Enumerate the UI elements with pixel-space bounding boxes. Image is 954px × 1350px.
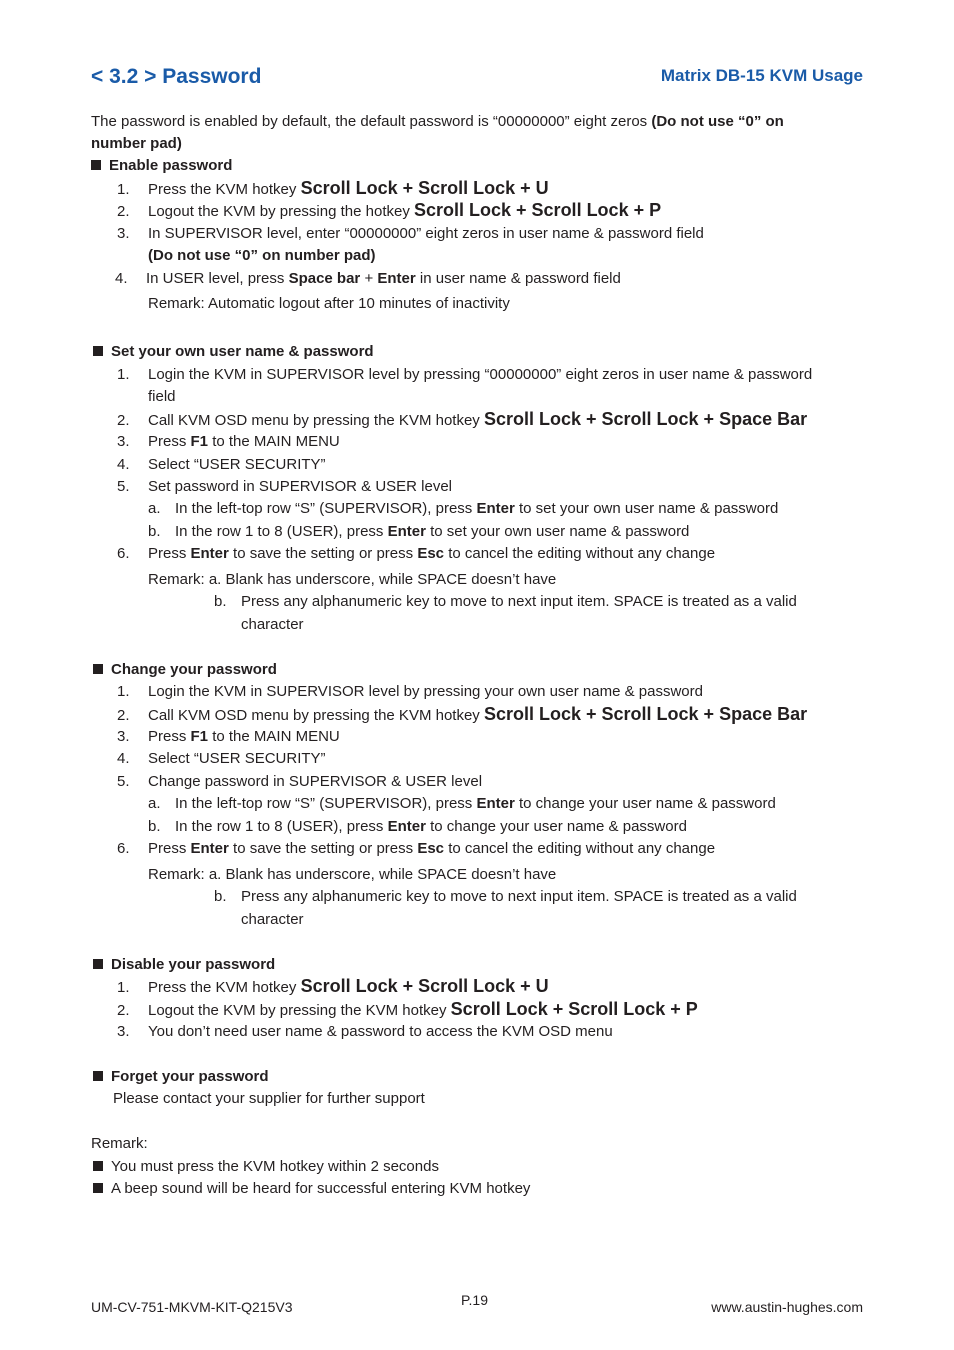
change-step-4: 4. Select “USER SECURITY” <box>117 750 326 767</box>
bullet-square-icon <box>93 1071 103 1081</box>
setown-step-5b: b. In the row 1 to 8 (USER), press Enter to set your own user name & password <box>148 523 690 540</box>
change-step-5: 5. Change password in SUPERVISOR & USER level <box>117 773 483 790</box>
hotkey: Scroll Lock + Scroll Lock + U <box>300 178 549 198</box>
setown-remark-b: b. Press any alphanumeric key to move to next input item. SPACE is treated as a valid <box>214 593 797 610</box>
remark-label: Remark: <box>91 1135 148 1152</box>
bullet-square-icon <box>91 160 101 170</box>
change-step-5a: a. In the left-top row “S” (SUPERVISOR), press Enter to change your user name & password <box>148 795 776 812</box>
enable-step-3: 3. In SUPERVISOR level, enter “00000000” eight zeros in user name & password field <box>117 225 704 242</box>
remark-bullet-2: A beep sound will be heard for successful entering KVM hotkey <box>93 1179 530 1199</box>
setown-step-5a: a. In the left-top row “S” (SUPERVISOR), press Enter to set your own user name & password <box>148 500 779 517</box>
disable-step-3: 3. You don’t need user name & password to access the KVM OSD menu <box>117 1023 613 1040</box>
footer-page-number: P.19 <box>461 1292 488 1308</box>
footer-doc-id: UM-CV-751-MKVM-KIT-Q215V3 <box>91 1299 293 1315</box>
change-step-5b: b. In the row 1 to 8 (USER), press Enter to change your user name & password <box>148 818 687 835</box>
footer-website: www.austin-hughes.com <box>711 1299 863 1315</box>
bullet-square-icon <box>93 1183 103 1193</box>
disable-step-1: 1. Press the KVM hotkey Scroll Lock + Scroll Lock + U <box>117 976 549 996</box>
hotkey: Scroll Lock + Scroll Lock + P <box>414 200 662 220</box>
enable-step-3-note: (Do not use “0” on number pad) <box>148 247 376 264</box>
hotkey: Scroll Lock + Scroll Lock + P <box>450 999 698 1019</box>
enable-step-4: 4. In USER level, press Space bar + Enter in user name & password field <box>115 270 621 287</box>
hotkey: Scroll Lock + Scroll Lock + Space Bar <box>483 704 808 724</box>
change-heading: Change your password <box>93 660 277 680</box>
setown-heading: Set your own user name & password <box>93 342 374 362</box>
change-remark-a: Remark: a. Blank has underscore, while SPACE doesn’t have <box>148 866 557 883</box>
setown-remark-b-cont: character <box>241 616 304 633</box>
hotkey: Scroll Lock + Scroll Lock + Space Bar <box>483 409 808 429</box>
setown-step-2: 2. Call KVM OSD menu by pressing the KVM hotkey Scroll Lock + Scroll Lock + Space Bar <box>117 409 808 429</box>
setown-step-1-cont: field <box>148 388 176 405</box>
intro-line-1: The password is enabled by default, the default password is “00000000” eight zeros (Do not use “0” on <box>91 113 784 130</box>
page-title: < 3.2 > Password <box>91 65 262 88</box>
change-step-2: 2. Call KVM OSD menu by pressing the KVM hotkey Scroll Lock + Scroll Lock + Space Bar <box>117 704 808 724</box>
setown-step-5: 5. Set password in SUPERVISOR & USER level <box>117 478 453 495</box>
hotkey: Scroll Lock + Scroll Lock + U <box>300 976 549 996</box>
change-step-6: 6. Press Enter to save the setting or press Esc to cancel the editing without any change <box>117 840 716 857</box>
enable-step-1: 1. Press the KVM hotkey Scroll Lock + Scroll Lock + U <box>117 178 549 198</box>
change-step-1: 1. Login the KVM in SUPERVISOR level by pressing your own user name & password <box>117 683 703 700</box>
remark-bullet-1: You must press the KVM hotkey within 2 seconds <box>93 1157 439 1177</box>
setown-step-6: 6. Press Enter to save the setting or press Esc to cancel the editing without any change <box>117 545 716 562</box>
change-remark-b: b. Press any alphanumeric key to move to next input item. SPACE is treated as a valid <box>214 888 797 905</box>
bullet-square-icon <box>93 1161 103 1171</box>
enable-remark: Remark: Automatic logout after 10 minutes of inactivity <box>148 295 510 312</box>
enable-step-2: 2. Logout the KVM by pressing the hotkey Scroll Lock + Scroll Lock + P <box>117 200 662 220</box>
change-step-3: 3. Press F1 to the MAIN MENU <box>117 728 340 745</box>
setown-step-1: 1. Login the KVM in SUPERVISOR level by pressing “00000000” eight zeros in user name & password <box>117 366 813 383</box>
bullet-square-icon <box>93 664 103 674</box>
section-header: Matrix DB-15 KVM Usage <box>660 66 863 85</box>
disable-heading: Disable your password <box>93 955 275 975</box>
setown-step-3: 3. Press F1 to the MAIN MENU <box>117 433 340 450</box>
setown-step-4: 4. Select “USER SECURITY” <box>117 456 326 473</box>
bullet-square-icon <box>93 959 103 969</box>
intro-line-2: number pad) <box>91 135 182 152</box>
change-remark-b-cont: character <box>241 911 304 928</box>
disable-step-2: 2. Logout the KVM by pressing the KVM hotkey Scroll Lock + Scroll Lock + P <box>117 999 698 1019</box>
forget-heading: Forget your password <box>93 1067 269 1087</box>
forget-text: Please contact your supplier for further support <box>113 1090 425 1107</box>
setown-remark-a: Remark: a. Blank has underscore, while SPACE doesn’t have <box>148 571 557 588</box>
bullet-square-icon <box>93 346 103 356</box>
enable-heading: Enable password <box>91 156 232 176</box>
